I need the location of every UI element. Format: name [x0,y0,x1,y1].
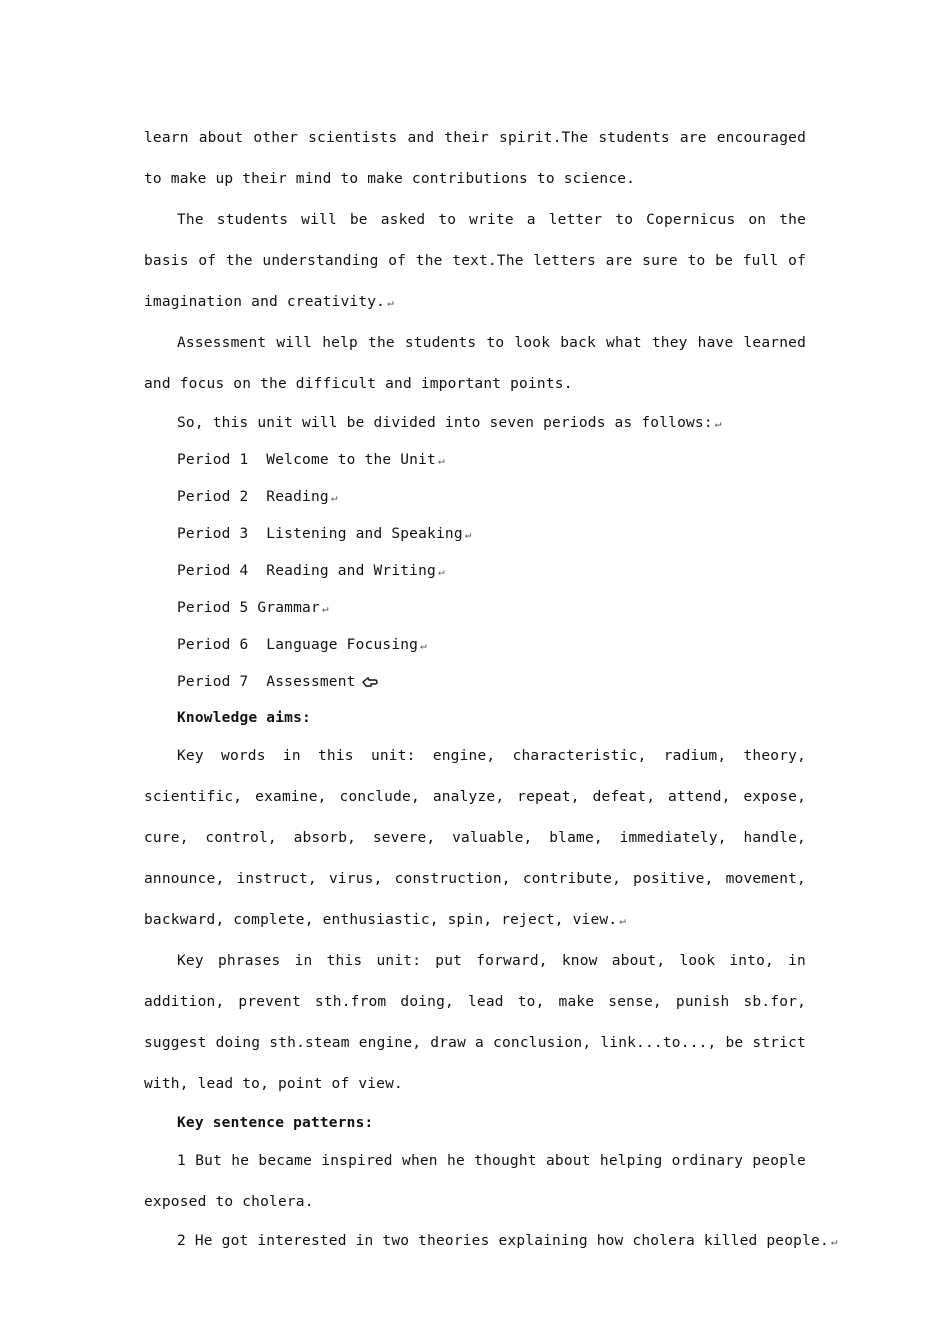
return-mark-icon: ↵ [437,454,445,467]
paragraph-assessment [144,323,806,405]
period-label: Period 6 Language Focusing [177,637,419,653]
paragraph-letter-text: The students will be asked to write a letter to Copernicus on the basis of the understanding of the text.The letters are sure to be full of imagination and creativity. [144,212,806,310]
return-mark-icon: ↵ [387,296,394,309]
paragraph-letter [144,200,806,323]
knowledge-aims-heading: Knowledge aims: [177,710,311,726]
hand-pointer-icon [362,676,378,688]
period-label: Period 3 Listening and Speaking [177,526,463,542]
paragraph-intro [144,118,806,200]
paragraph-intro-text: learn about other scientists and their spirit.The students are encouraged to make up their mind to make contributions to science. [144,130,806,187]
period-label: Period 7 Assessment [177,674,356,690]
list-item [144,664,806,700]
return-mark-icon: ↵ [619,914,627,927]
return-mark-icon: ↵ [714,417,722,430]
list-item [144,442,806,479]
return-mark-icon: ↵ [330,491,338,504]
return-mark-icon: ↵ [437,565,445,578]
key-words-text: Key words in this unit: engine, characteristic, radium, theory, scientific, examine, conclude, analyze, repeat, defeat, attend, expose, cure, control, absorb, severe, valuable, blame, immediately, handle, announce, instruct, virus, construction, contribute, positive, movement, backward, complete, enthusiastic, spin, reject, view. [144,748,806,928]
period-label: Period 5 Grammar [177,600,320,616]
period-label: Period 2 Reading [177,489,329,505]
key-phrases-text: Key phrases in this unit: put forward, know about, look into, in addition, prevent sth.from doing, lead to, make sense, punish sb.for, suggest doing sth.steam engine, draw a conclusion, link...to..., be strict with, lead to, point of view. [144,953,806,1092]
return-mark-icon: ↵ [420,639,427,652]
sentence-2-text: 2 He got interested in two theories explaining how cholera killed people. [177,1233,829,1249]
periods-intro-text: So, this unit will be divided into seven periods as follows: [177,415,713,431]
list-item [144,627,806,664]
list-item [144,590,806,627]
sentence-1-text: 1 But he became inspired when he thought about helping ordinary people exposed to cholera. [144,1153,806,1210]
return-mark-icon: ↵ [464,528,472,541]
paragraph-sentence-2 [144,1223,838,1260]
key-sentence-heading: Key sentence patterns: [177,1115,374,1131]
return-mark-icon: ↵ [830,1235,838,1248]
list-item [144,553,806,590]
list-item [144,479,806,516]
paragraph-periods-intro [144,405,806,442]
paragraph-key-words [144,736,806,941]
paragraph-sentence-1 [144,1141,806,1223]
period-list [144,442,806,700]
paragraph-key-phrases [144,941,806,1105]
period-label: Period 1 Welcome to the Unit [177,452,436,468]
paragraph-assessment-text: Assessment will help the students to look back what they have learned and focus on the difficult and important points. [144,335,806,392]
period-label: Period 4 Reading and Writing [177,563,436,579]
list-item [144,516,806,553]
return-mark-icon: ↵ [321,602,329,615]
document-page [144,118,838,1260]
